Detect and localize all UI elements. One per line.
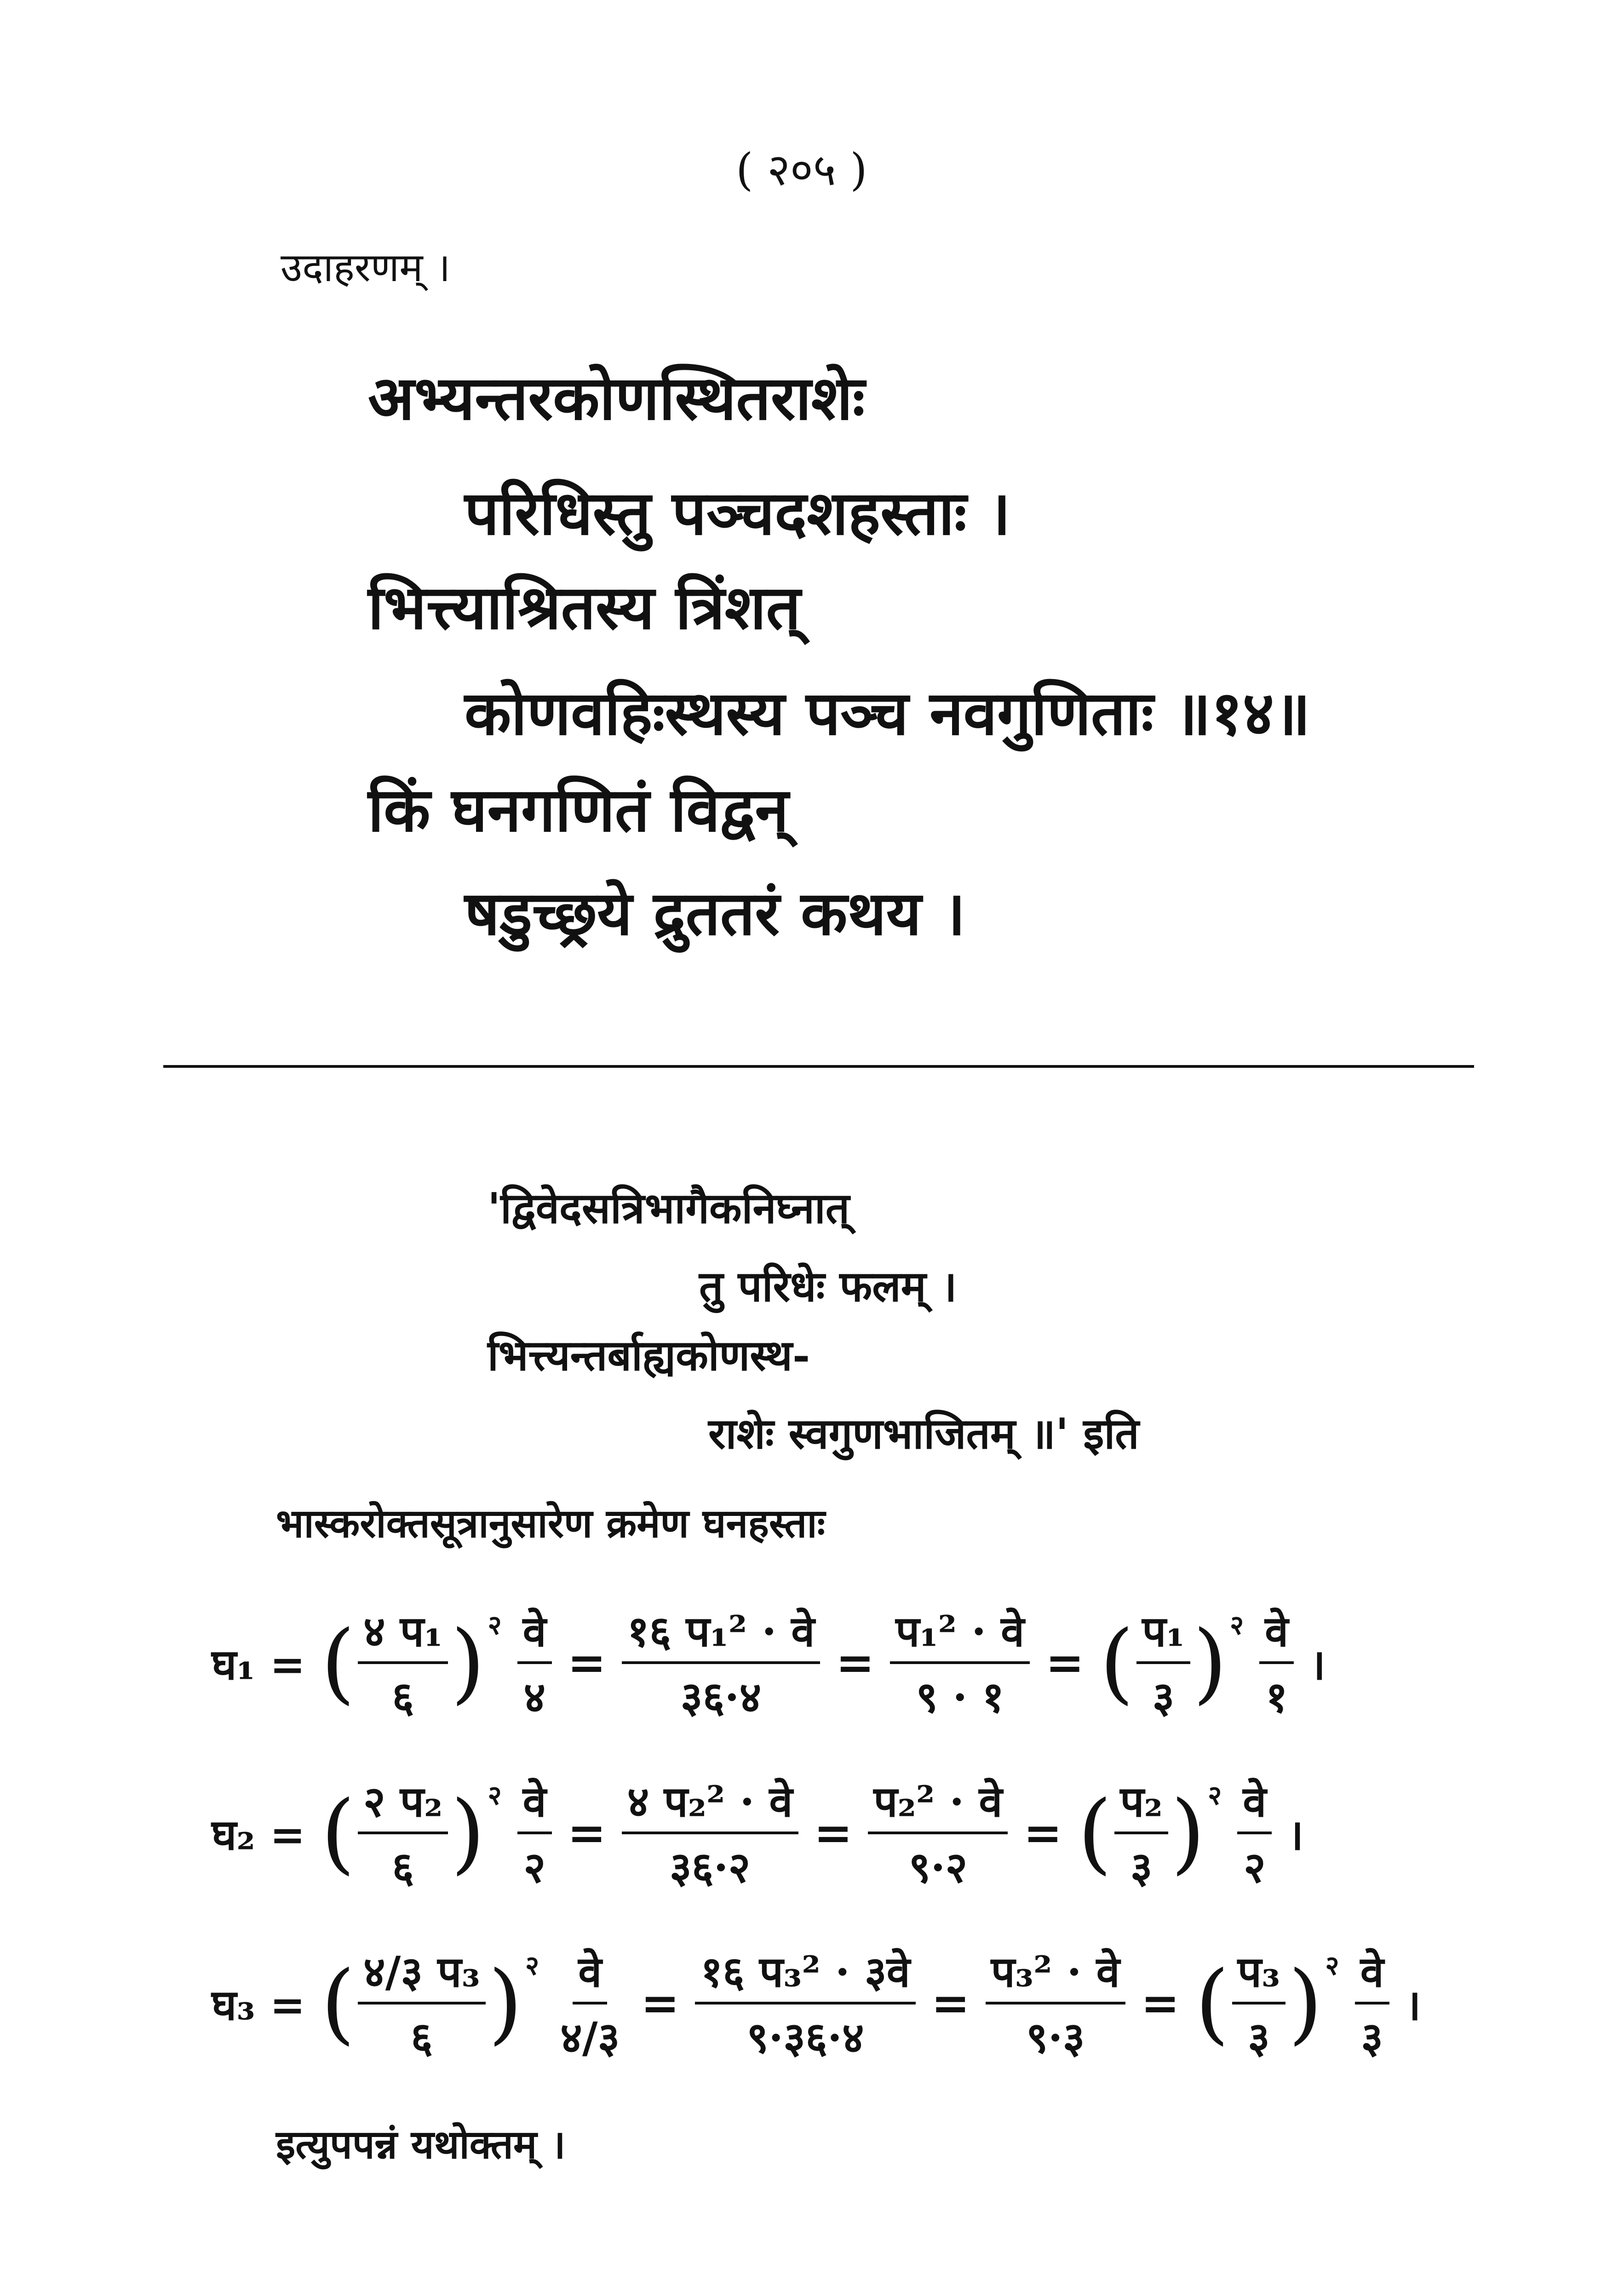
fraction [622,1601,821,1724]
numerator: ४ प₂² · वे [622,1771,798,1834]
denominator: ३ [1130,1843,1153,1892]
square-exponent: २ [1325,1950,1339,1981]
paren-open: ( [1100,1612,1134,1713]
equation-3 [212,1941,1421,2065]
denominator: ३ [1248,2013,1270,2062]
paren-open: ( [1078,1782,1112,1884]
paren-open: ( [321,1612,355,1713]
squared-group [321,1601,502,1724]
square-exponent: २ [488,1780,502,1811]
squared-group [321,1771,502,1895]
paren-close: ) [451,1612,485,1713]
equals-sign: = [1045,1636,1085,1690]
verse-line-2: परिधिस्तु पञ्चदशहस्ताः । [465,478,1011,549]
fraction [1232,1941,1286,2065]
denominator: ३६·२ [669,1843,751,1892]
verse-line-5: किं घनगणितं विद्वन् [368,774,789,846]
fraction [695,1941,916,2065]
denominator: ४ [523,1672,546,1722]
paren-open: ( [1195,1952,1229,2054]
denominator: ४/३ [560,2013,620,2062]
denominator: ६ [410,2013,433,2062]
squared-group [1100,1601,1244,1724]
denominator: १ [1265,1672,1288,1722]
fraction [358,1771,448,1895]
equations-intro: भास्करोक्तसूत्रानुसारेण क्रमेण घनहस्ताः [276,1500,826,1547]
numerator: वे [1259,1601,1294,1664]
numerator: वे [1237,1771,1272,1834]
fraction [986,1941,1125,2065]
equals-sign: = [1141,1976,1180,2030]
numerator: वे [517,1771,552,1834]
paren-close: ) [451,1782,485,1884]
fraction [1136,1601,1190,1724]
squared-group [321,1941,539,2065]
equals-sign: = [836,1636,875,1690]
numerator: वे [1355,1941,1389,2005]
numerator: १६ प₃² · ३वे [695,1941,916,2005]
verse-line-3: भित्त्याश्रितस्य त्रिंशत् [368,572,801,643]
denominator: ९·२ [908,1843,968,1892]
equation-2 [212,1771,1303,1895]
equation-1 [212,1601,1326,1724]
numerator: प₃² · वे [986,1941,1125,2005]
squared-group [1078,1771,1222,1895]
fraction [1355,1941,1389,2065]
numerator: प₁ [1136,1601,1190,1664]
numerator: वे [573,1941,607,2005]
squared-group [1195,1941,1339,2065]
fraction [517,1771,552,1895]
denominator: ६ [392,1672,414,1722]
section-heading: उदाहरणम् । [281,245,451,291]
equals-sign: = [567,1636,606,1690]
verse-line-4: कोणवहिःस्थस्य पञ्च नवगुणिताः ॥१४॥ [465,678,1311,749]
fraction [1237,1771,1272,1895]
square-exponent: २ [525,1950,539,1981]
danda: । [1287,1809,1304,1860]
fraction [868,1771,1008,1895]
numerator: प₂ [1114,1771,1168,1834]
paren-close: ) [1288,1952,1323,2054]
denominator: २ [523,1843,546,1892]
equals-sign: = [814,1806,853,1860]
denominator: ९·३६·४ [746,2013,864,2062]
equation-lhs: घ₃ = [212,1980,305,2030]
paren-close: ) [488,1952,522,2054]
numerator: २ प₂ [358,1771,448,1834]
numerator: प₁² · वे [890,1601,1030,1664]
equals-sign: = [641,1976,680,2030]
numerator: वे [517,1601,552,1664]
closing-line: इत्युपपन्नं यथोक्तम् । [276,2121,566,2168]
square-exponent: २ [1208,1780,1222,1811]
fraction [517,1601,552,1724]
quote-line-4: राशेः स्वगुणभाजितम् ॥' इति [708,1409,1139,1458]
quote-line-1: 'द्विवेदसत्रिभागैकनिघ्नात् [488,1183,850,1233]
danda: । [1309,1639,1326,1689]
fraction [358,1601,448,1724]
square-exponent: २ [1229,1609,1244,1641]
denominator: २ [1243,1843,1266,1892]
verse-line-6: षडुच्छ्रये द्रुततरं कथय । [465,878,966,949]
divider-rule [163,1065,1474,1068]
denominator: ६ [392,1843,414,1892]
equation-lhs: घ₁ = [212,1639,305,1689]
equals-sign: = [931,1976,970,2030]
paren-close: ) [1171,1782,1205,1884]
numerator: ४ प₁ [358,1601,448,1664]
equation-lhs: घ₂ = [212,1809,305,1860]
denominator: ९ · १ [916,1672,1004,1722]
numerator: प₂² · वे [868,1771,1008,1834]
fraction [555,1941,625,2065]
danda: । [1405,1980,1421,2030]
square-exponent: २ [488,1609,502,1641]
paren-open: ( [321,1782,355,1884]
fraction [1259,1601,1294,1724]
quote-line-3: भित्त्यन्तर्बाह्यकोणस्थ- [488,1331,810,1380]
fraction [622,1771,798,1895]
denominator: ९·३ [1026,2013,1085,2062]
denominator: ३६·४ [680,1672,762,1722]
numerator: ४/३ प₃ [358,1941,486,2005]
verse-line-1: अभ्यन्तरकोणस्थितराशेः [368,363,865,434]
paren-close: ) [1193,1612,1227,1713]
fraction [1114,1771,1168,1895]
quote-line-2: तु परिधेः फलम् । [699,1261,957,1311]
numerator: प₃ [1232,1941,1286,2005]
denominator: ३ [1152,1672,1175,1722]
equals-sign: = [1023,1806,1062,1860]
equals-sign: = [567,1806,606,1860]
fraction [890,1601,1030,1724]
numerator: १६ प₁² · वे [622,1601,821,1664]
denominator: ३ [1361,2013,1383,2062]
fraction [358,1941,486,2065]
paren-open: ( [321,1952,355,2054]
page-number: ( २०५ ) [736,144,867,196]
